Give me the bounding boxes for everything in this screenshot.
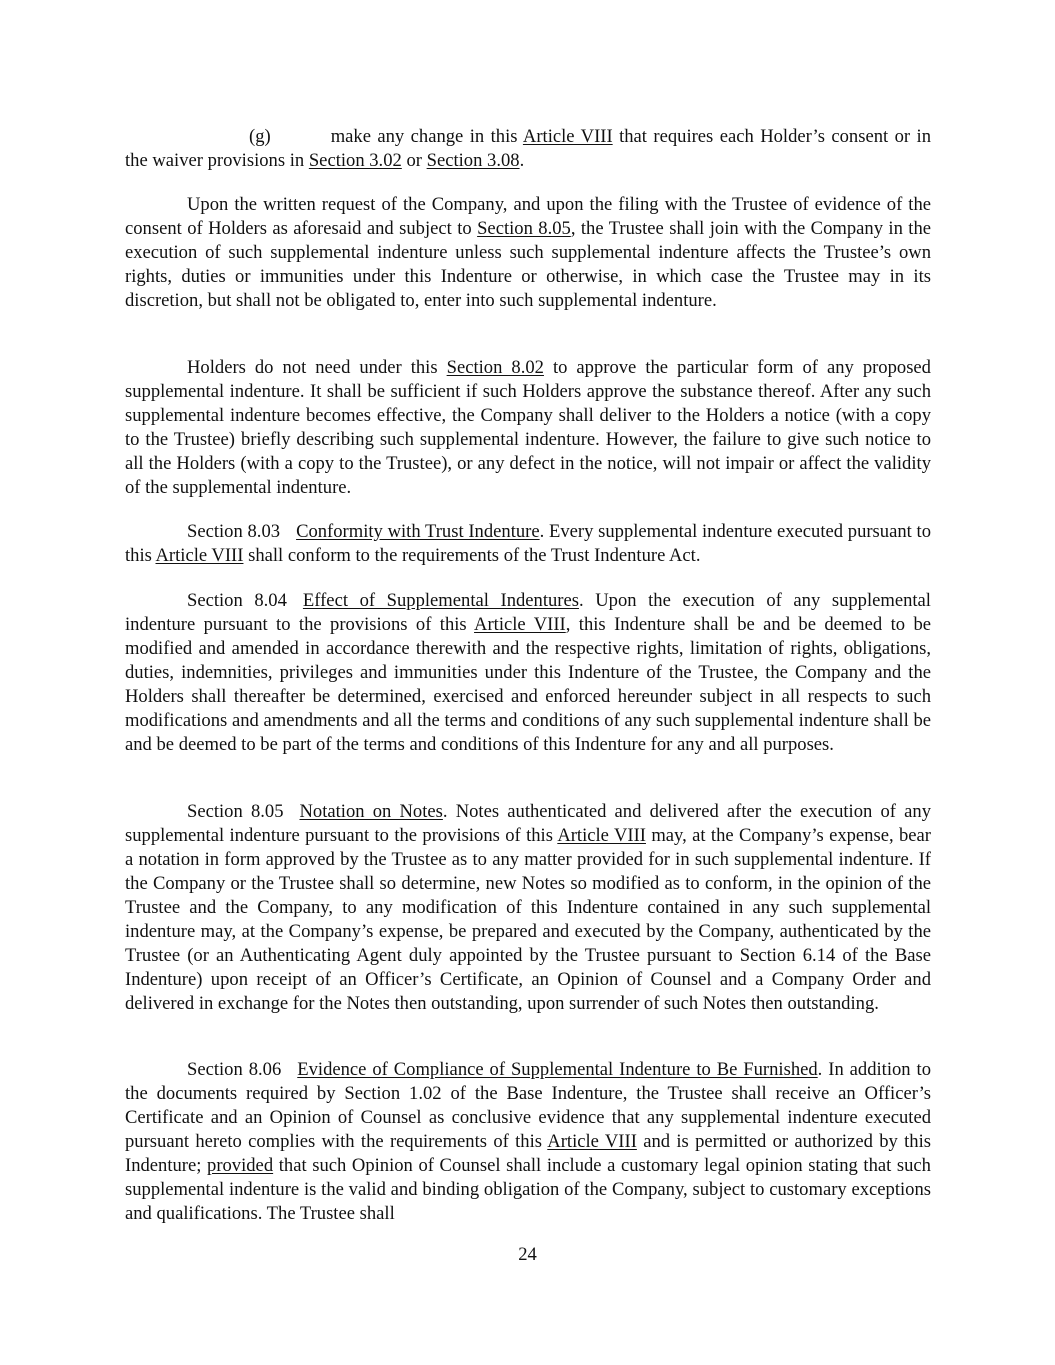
page-number: 24 [518, 1244, 537, 1265]
section-number: Section 8.06 [187, 1059, 282, 1080]
article-viii-reference: Article VIII [522, 126, 613, 147]
clause-label: (g) [249, 126, 271, 147]
section-8-06-paragraph: Section 8.06 Evidence of Compliance of Supplemental Indenture to Be Furnished. In addition to the documents required by Section 1.02 of the Base Indenture, the Trustee shall receive an Officer’s Certificate and an Opinion of Counsel as conclusive evidence that any supplemental indenture executed pursuant hereto complies with the requirements of this Article VIII and is permitted or authorized by this Indenture; provided that such Opinion of Counsel shall include a customary legal opinion stating that such supplemental indenture is the valid and binding obligation of the Company, subject to customary exceptions and qualifications. The Trustee shall [125, 1059, 931, 1224]
article-viii-reference: Article VIII [155, 545, 244, 566]
section-8-02-reference: Section 8.02 [446, 357, 544, 378]
section-8-05-paragraph: Section 8.05 Notation on Notes. Notes authenticated and delivered after the execution of any supplemental indenture pursuant to the provisions of this Article VIII may, at the Company’s expense, bear a notation in form approved by the Trustee as to any matter provided for in such supplemental indenture. If the Company or the Trustee shall so determine, new Notes so modified as to conform, in the opinion of the Trustee and the Company, to any modification of this Indenture contained in any such supplemental indenture may, at the Company’s expense, be prepared and executed by the Company, authenticated by the Trustee (or an Authenticating Agent duly appointed by the Trustee pursuant to Section 6.14 of the Base Indenture) upon receipt of an Officer’s Certificate, an Opinion of Counsel and a Company Order and delivered in exchange for the Notes then outstanding, upon surrender of such Notes then outstanding. [125, 801, 931, 1014]
article-viii-reference: Article VIII [557, 825, 646, 846]
written-request-paragraph: Upon the written request of the Company, and upon the filing with the Trustee of evidence of the consent of Holders as aforesaid and subject to Section 8.05, the Trustee shall join with the Company in the execution of such supplemental indenture unless such supplemental indenture affects the Trustee’s own rights, duties or immunities under this Indenture or otherwise, in which case the Trustee may in its discretion, but shall not be obligated to, enter into such supplemental indenture. [125, 194, 931, 311]
section-number: Section 8.04 [187, 590, 287, 611]
provided-term: provided [207, 1155, 274, 1176]
section-heading: Evidence of Compliance of Supplemental Indenture to Be Furnished [297, 1059, 818, 1080]
clause-g-paragraph: (g) make any change in this Article VIII that requires each Holder’s consent or in the waiver provisions in Section 3.02 or Section 3.08. [125, 126, 931, 171]
section-8-05-reference: Section 8.05 [477, 218, 571, 239]
section-heading: Conformity with Trust Indenture [296, 521, 540, 542]
holders-paragraph: Holders do not need under this Section 8.02 to approve the particular form of any proposed supplemental indenture. It shall be sufficient if such Holders approve the substance thereof. After any such supplemental indenture becomes effective, the Company shall deliver to the Holders a notice (with a copy to the Trustee) briefly describing such supplemental indenture. However, the failure to give such notice to all the Holders (with a copy to the Trustee), or any defect in the notice, will not impair or affect the validity of the supplemental indenture. [125, 357, 931, 498]
section-3-02-reference: Section 3.02 [308, 150, 402, 171]
section-number: Section 8.03 [187, 521, 281, 542]
article-viii-reference: Article VIII [547, 1131, 637, 1152]
section-3-08-reference: Section 3.08 [426, 150, 520, 171]
section-heading: Effect of Supplemental Indentures [302, 590, 579, 611]
article-viii-reference: Article VIII [474, 614, 566, 635]
section-8-03-paragraph: Section 8.03 Conformity with Trust Indenture. Every supplemental indenture executed pursuant to this Article VIII shall conform to the requirements of the Trust Indenture Act. [125, 521, 932, 566]
section-8-04-paragraph: Section 8.04 Effect of Supplemental Indentures. Upon the execution of any supplemental indenture pursuant to the provisions of this Article VIII, this Indenture shall be and be deemed to be modified and amended in accordance therewith and the respective rights, limitation of rights, obligations, duties, indemnities, privileges and immunities under this Indenture of the Trustee, the Company and the Holders shall thereafter be determined, exercised and enforced hereunder subject in all respects to such modifications and amendments and all the terms and conditions of any such supplemental indenture shall be and be deemed to be part of the terms and conditions of this Indenture for any and all purposes. [125, 590, 931, 755]
section-heading: Notation on Notes [299, 801, 443, 822]
section-number: Section 8.05 [187, 801, 284, 822]
